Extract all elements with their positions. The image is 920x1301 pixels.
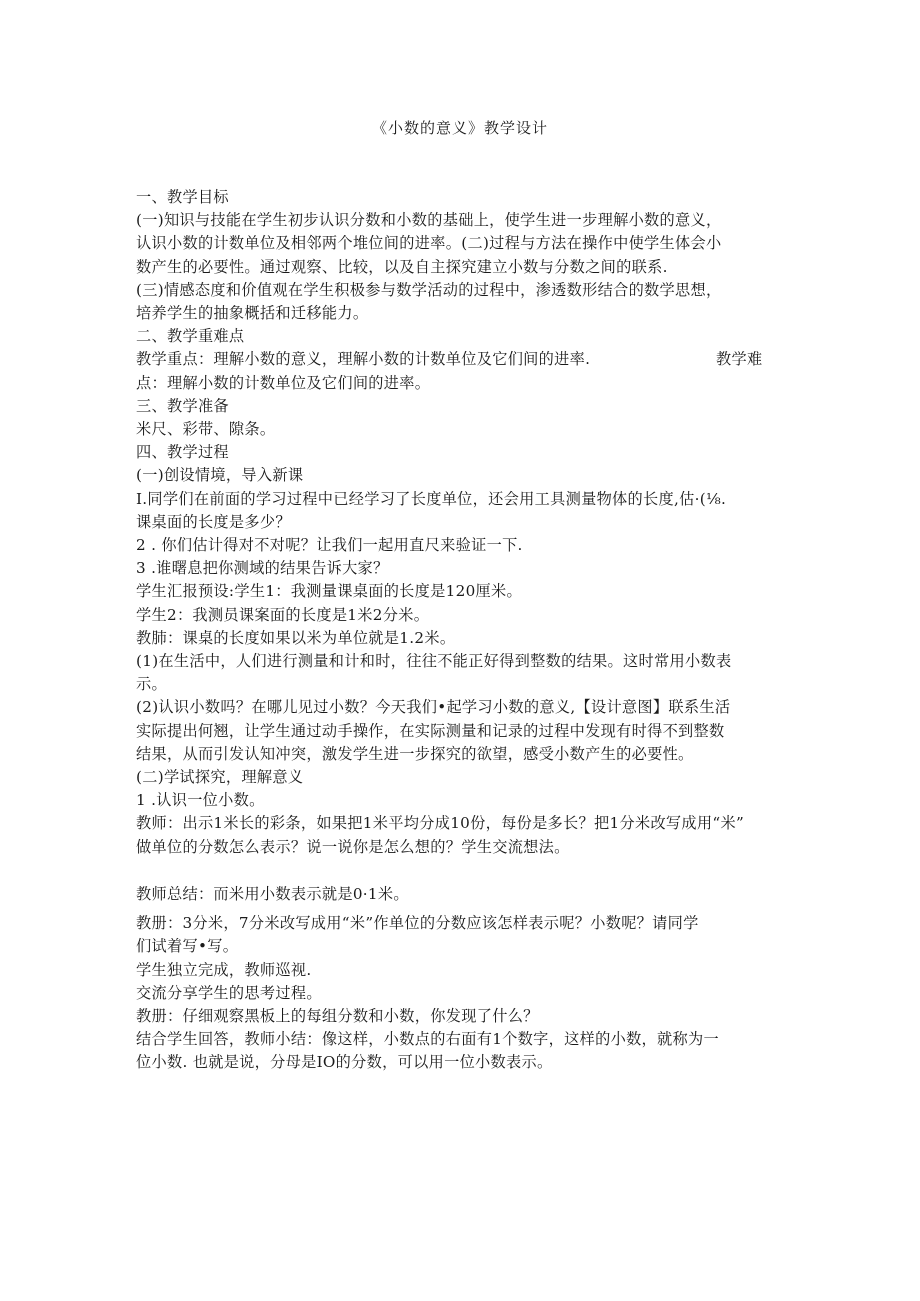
paragraph-line: (1)在生活中，人们进行测量和计和时，往往不能正好得到整数的结果。这时常用小数表 [136,652,732,671]
spacer [136,859,788,883]
paragraph-line: 教册：3分米，7分米改写成用“米”作单位的分数应该怎样表示呢？小数呢？请同学 [136,914,699,933]
paragraph-line: 1 .认识一位小数。 [136,791,265,810]
difficulty-label: 教学难 [716,350,763,369]
paragraph-line: (三)情感态度和价值观在学生积极参与数学活动的过程中，渗透数形结合的数学思想， [136,280,722,299]
paragraph-line: 交流分享学生的思考过程。 [136,983,322,1002]
paragraph-line: 结合学生回答，教师小结：像这样，小数点的右面有1个数字，这样的小数，就称为一 [136,1030,719,1049]
paragraph-line: 位小数. 也就是说，分母是IO的分数，可以用一位小数表示。 [136,1053,553,1072]
paragraph-line: 数产生的必要性。通过观察、比较，以及自主探究建立小数与分数之间的联系. [136,257,668,276]
paragraph-line: 结果，从而引发认知冲突，激发学生进一步探究的欲望，感受小数产生的必要性。 [136,744,694,763]
heading-process: 四、教学过程 [136,443,229,462]
paragraph-line: 2 . 你们估计得对不对呢？让我们一起用直尺来验证一下. [136,536,523,555]
paragraph-line [136,348,788,371]
heading-key-points: 二、教学重难点 [136,327,245,346]
paragraph-line: 学生汇报预设:学生1：我测量课桌面的长度是120厘米。 [136,582,522,601]
paragraph-line: 教师总结：而米用小数表示就是0·1米。 [136,884,409,903]
paragraph-line: 学生2：我测员课案面的长度是1米2分米。 [136,605,430,624]
paragraph-line: 认识小数的计数单位及相邻两个堆位间的进率。(二)过程与方法在操作中使学生体会小 [136,234,722,253]
paragraph-line: 教册：仔细观察黑板上的每组分数和小数，你发现了什么？ [136,1006,539,1025]
paragraph-line: 点：理解小数的计数单位及它们间的进率。 [136,373,431,392]
key-point-text: 教学重点：理解小数的意义，理解小数的计数单位及它们间的进率. [136,350,591,369]
document-body [136,186,788,1075]
paragraph-line: 们试着写•写。 [136,937,239,956]
paragraph-line: 教师：出示1米长的彩条，如果把1米平均分成10份，每份是多长？把1分米改写成用“米” [136,814,745,833]
paragraph-line: (2)认识小数吗？在哪儿见过小数？今天我们•起学习小数的意义,【设计意图】联系生活 [136,698,731,717]
heading-preparation: 三、教学准备 [136,396,229,415]
subheading: (一)创设情境，导入新课 [136,466,304,485]
paragraph-line: 学生独立完成，教师巡视. [136,960,312,979]
paragraph-line: 米尺、彩带、隙条。 [136,420,276,439]
paragraph-line: 培养学生的抽象概括和迁移能力。 [136,304,369,323]
document-title: 《小数的意义》教学设计 [371,119,548,137]
subheading: (二)学试探究，理解意义 [136,768,304,787]
paragraph-line: 课桌面的长度是多少？ [136,512,291,531]
paragraph-line: 实际提出何翘，让学生通过动手操作，在实际测量和记录的过程中发现有时得不到整数 [136,721,725,740]
paragraph-line: I.同学们在前面的学习过程中已经学习了长度单位，还会用工具测量物体的长度,估·(⅛. [136,489,727,508]
paragraph-line: 示。 [136,675,167,694]
paragraph-line: (一)知识与技能在学生初步认识分数和小数的基础上，使学生进一步理解小数的意义， [136,211,722,230]
paragraph-line: 教肺：课桌的长度如果以米为单位就是1.2米。 [136,628,456,647]
paragraph-line: 3 .谁曙息把你测域的结果告诉大家？ [136,559,389,578]
heading-objectives: 一、教学目标 [136,188,229,206]
paragraph-line: 做单位的分数怎么表示？说一说你是怎么想的？学生交流想法。 [136,837,570,856]
